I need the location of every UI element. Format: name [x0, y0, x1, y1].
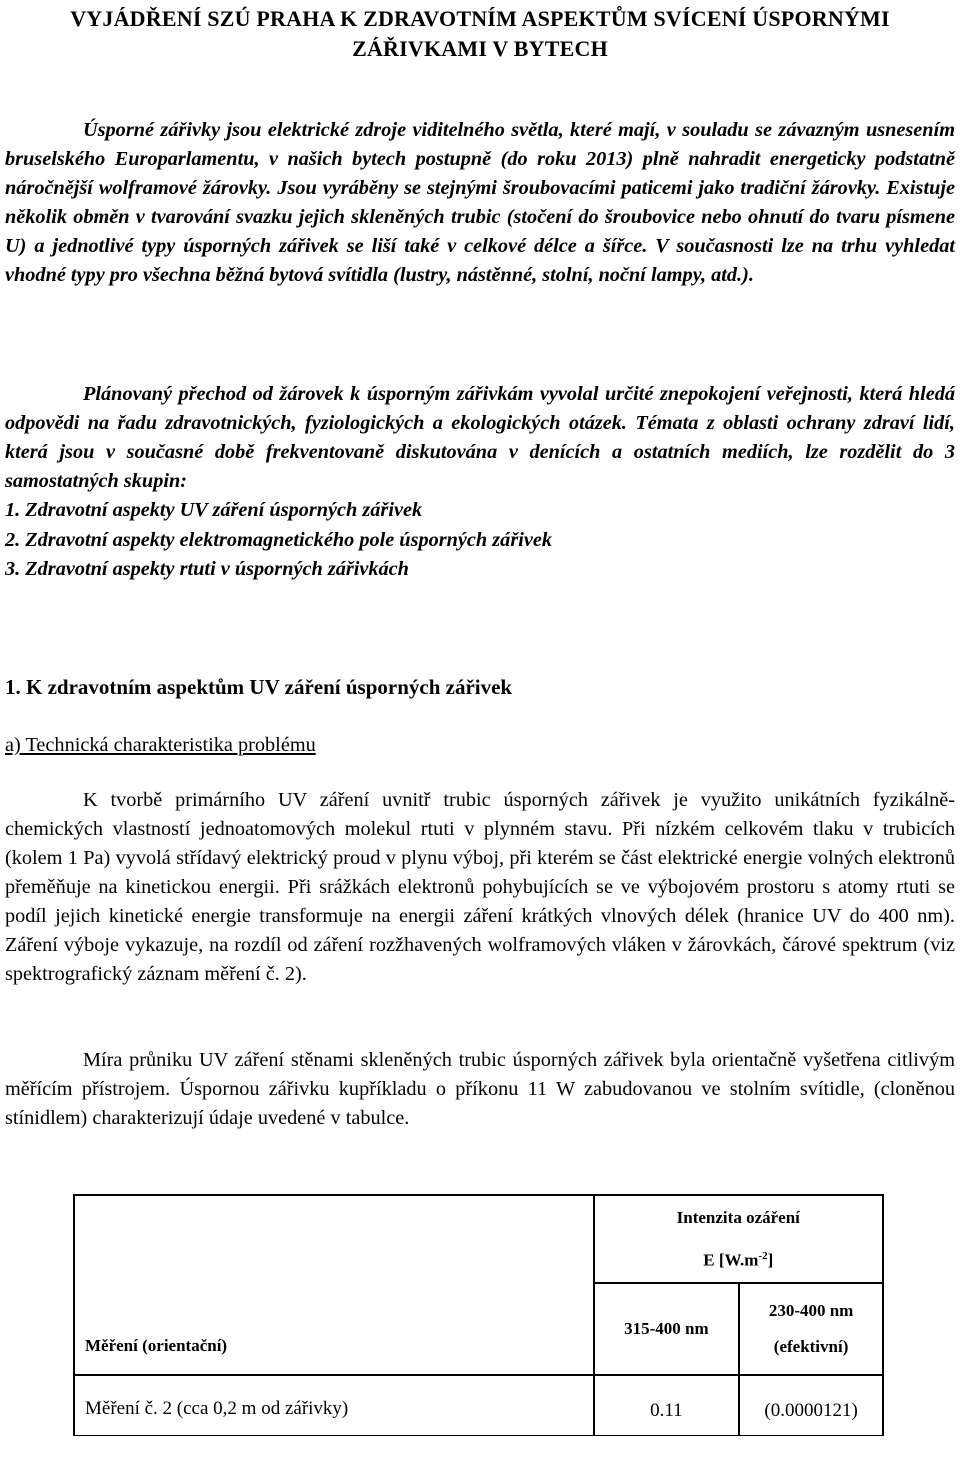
section-paragraph-1: K tvorbě primárního UV záření uvnitř trubic úsporných zářivek je využito unikátních fyzikálně-chemických vlastností jednoatomových molekul rtuti v plynném stavu. Při nízkém celkovém tlaku v trubicích (kolem 1 Pa) vyvolá střídavý elektrický proud v plynu výboj, při kterém se část elektrické energie volných elektronů přeměňuje na kinetickou energii. Při srážkách elektronů pohybujících se ve výbojovém prostoru s atomy rtuti se podíl jejich kinetické energie transformuje na energii záření krátkých vlnových délek (hranice UV do 400 nm). Záření výboje vykazuje, na rozdíl od záření rozžhavených wolframových vláken v žárovkách, čárové spektrum (viz spektrografický záznam měření č. 2).	[5, 789, 955, 985]
intro-paragraph-2: Plánovaný přechod od žárovek k úsporným zářivkám vyvolal určité znepokojení veřejnosti, která hledá odpovědi na řadu zdravotnických, fyziologických a ekologických otázek. Témata z oblasti ochrany zdraví lidí, která jsou v současné době frekventovaně diskutována v denících a ostatních mediích, lze rozdělit do 3 samostatných skupin:	[5, 383, 955, 492]
topic-list-item: 1. Zdravotní aspekty UV záření úsporných zářivek	[5, 499, 423, 521]
subsection-heading: a) Technická charakteristika problému	[5, 734, 316, 756]
section-paragraph-2: Míra průniku UV záření stěnami skleněných trubic úsporných zářivek byla orientačně vyšetřena citlivým měřícím přístrojem. Úspornou zářivku kupříkladu o příkonu 11 W zabudovanou ve stolním svítidle, (cloněnou stínidlem) charakterizují údaje uvedené v tabulce.	[5, 1049, 955, 1129]
intensity-header-label: Intenzita ozáření	[676, 1207, 800, 1227]
col-230-400-header: 230-400 nm (efektivní)	[739, 1283, 883, 1375]
row-header-cell	[74, 1195, 594, 1375]
topic-list	[5, 496, 552, 585]
row-header-label: Měření (orientační)	[85, 1336, 228, 1355]
section-heading: 1. K zdravotním aspektům UV záření úsporných zářivek	[5, 675, 513, 699]
topic-list-item: 2. Zdravotní aspekty elektromagnetického pole úsporných zářivek	[5, 528, 552, 551]
intensity-unit-label: E $[W.m^{-2}]$	[703, 1249, 774, 1270]
intro-paragraph-1: Úsporné zářivky jsou elektrické zdroje viditelného světla, které mají, v souladu se závazným usnesením bruselského Europarlamentu, v našich bytech postupně (do roku 2013) plně nahradit energeticky podstatně náročnější wolframové žárovky. Jsou vyráběny se stejnými šroubovacími paticemi jako tradiční žárovky. Existuje několik obměn v tvarování svazku jejich skleněných trubic (stočení do šroubovice nebo ohnutí do tvaru písmene U) a jednotlivé typy úsporných zářivek se liší také v celkové délce a šířce. V současnosti lze na trhu vyhledat vhodné typy pro všechna běžná bytová svítidla (lustry, nástěnné, stolní, noční lampy, atd.).	[5, 119, 955, 286]
document-title	[0, 4, 960, 64]
table-row-label: Měření č. 2 (cca 0,2 m od zářivky)	[74, 1375, 594, 1435]
title-line-1: VYJÁDŘENÍ SZÚ PRAHA K ZDRAVOTNÍM ASPEKTŮM SVÍCENÍ ÚSPORNÝMI	[70, 6, 890, 31]
topic-list-item: 3. Zdravotní aspekty rtuti v úsporných zářivkách	[5, 558, 409, 580]
table-cell-value-315-400: 0.11	[594, 1375, 740, 1435]
measurement-table	[73, 1194, 884, 1436]
table-cell-value-230-400: (0.0000121)	[739, 1375, 883, 1435]
col-315-400-header: 315-400 nm	[594, 1283, 740, 1375]
intensity-header-cell	[594, 1195, 883, 1283]
title-line-2: ZÁŘIVKAMI V BYTECH	[352, 36, 608, 61]
